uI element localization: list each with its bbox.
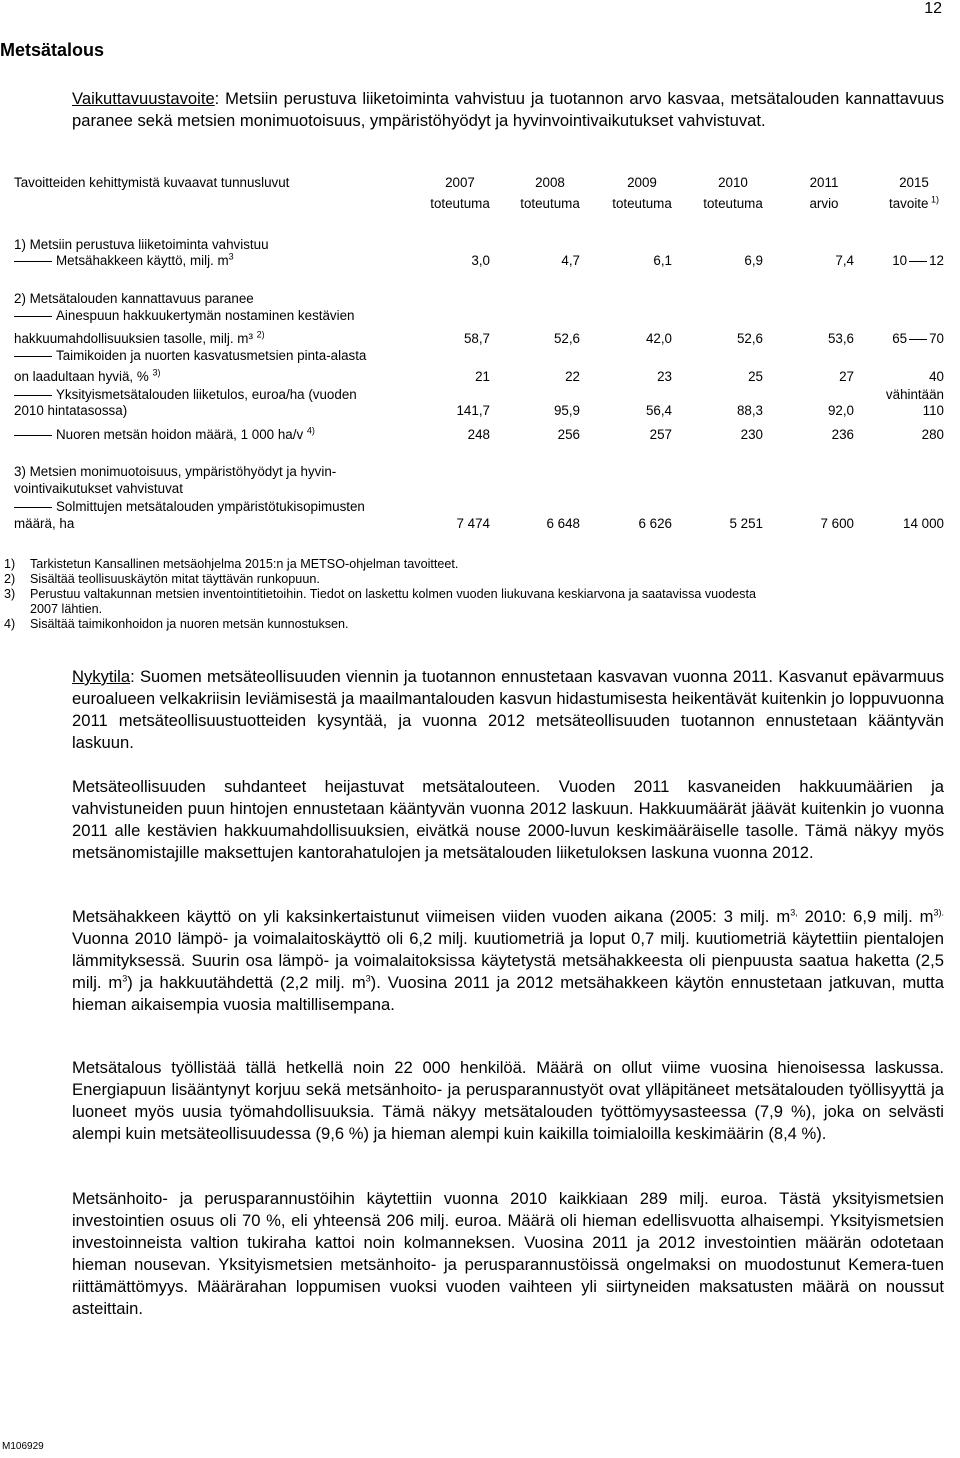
table-cell: 52,6 [553, 331, 580, 346]
table-cell: 40 [929, 369, 944, 384]
table-cell: 58,7 [463, 331, 490, 346]
column-type: tavoite $^{1)}$ [889, 194, 939, 211]
table-cell: 25 [748, 369, 763, 384]
table-cell: 7 600 [820, 516, 854, 531]
table-cell: 3,0 [471, 253, 490, 268]
current-state-paragraph: Nykytila: Suomen metsäteollisuuden viennin ja tuotannon ennustetaan kasvavan vuonna 2011. Kasvanut epävarmuus euroalueen velkakriisin leviämisestä ja maailmantalouden kasvun hidastumisesta heikentävät kuitenkin jo loppuvuonna 2011 metsäteollisuustuotteiden kysyntää, ja vuonna 2012 metsäteollisuuden tuotannon ennustetaan kääntyvän laskuun. [72, 667, 944, 752]
group3-heading-b: vointivaikutukset vahvistuvat [14, 481, 183, 496]
table-cell: 5 251 [729, 516, 763, 531]
table-cell: 256 [557, 427, 580, 442]
table-cell: 88,3 [736, 403, 763, 418]
current-state-label: Nykytila [72, 667, 131, 686]
table-cell: 21 [475, 369, 490, 384]
table-cell: 6,1 [653, 253, 672, 268]
column-type: toteutuma [612, 196, 672, 211]
column-type: toteutuma [703, 196, 763, 211]
row-env-agreements-label-b: määrä, ha [14, 516, 75, 531]
column-year: 2009 [627, 175, 657, 190]
paragraph-investments: Metsänhoito- ja perusparannustöihin käytettiin vuonna 2010 kaikkiaan 289 milj. euroa. Tästä yksityismetsien investointien osuus oli 70 %, eli yhteensä 206 milj. euroa. Määrä oli hieman edellisvuotta alhaisempi. Yksityismetsien investoinneista valtion tukiraha kattoi noin kolmanneksen. Vuosina 2011 ja 2012 investointien määrän odotetaan hieman nousevan. Yksityismetsien metsänhoito- ja perusparannustöissä ongelmaksi on muodostunut Kemera-tuen riittämättömyys. Määrärahan loppumisen vuoksi vuoden vaihteen yli siirtyneiden maksatusten määrä on noussut asteittain. [72, 1189, 944, 1318]
document-code: M106929 [2, 1441, 44, 1452]
table-header-label: Tavoitteiden kehittymistä kuvaavat tunnusluvut [14, 175, 290, 190]
row-harvest-label-a: Ainespuun hakkuukertymän nostaminen kestävien [14, 308, 355, 324]
footnote: 4) Sisältää taimikonhoidon ja nuoren metsän kunnostuksen. [4, 617, 349, 631]
row-profit-target-note: vähintään [885, 387, 944, 402]
column-year: 2007 [445, 175, 475, 190]
row-seedling-label-a: Taimikoiden ja nuorten kasvatusmetsien pinta-alasta [14, 348, 366, 364]
table-cell: 42,0 [645, 331, 672, 346]
footnote: 2) Sisältää teollisuuskäytön mitat täyttävän runkopuun. [4, 572, 320, 586]
impact-goal-text: : Metsiin perustuva liiketoiminta vahvistuu ja tuotannon arvo kasvaa, metsätalouden kannattavuus paranee sekä metsien monimuotoisuus, ympäristöhyödyt ja hyvinvointivaikutukset vahvistuvat. [72, 89, 944, 130]
indicator-table [14, 0, 954, 560]
row-profit-label-b: 2010 hintatasossa) [14, 403, 128, 418]
paragraph-forest-industry: Metsäteollisuuden suhdanteet heijastuvat metsätalouteen. Vuoden 2011 kasvaneiden hakkuumäärien ja vahvistuneiden puun hintojen ennustetaan kääntyvän vuonna 2012 laskuun. Hakkuumäärät jäävät kuitenkin jo vuonna 2011 alle kestävien hakkuumahdollisuuksien, eivätkä nouse 2000-luvun keskimääräiselle tasolle. Tämä näkyy myös metsänomistajille maksettujen kantorahatulojen ja metsätalouden liiketuloksen laskuna vuonna 2012. [72, 777, 944, 862]
table-cell: 248 [467, 427, 490, 442]
table-cell: 23 [657, 369, 672, 384]
table-cell: 230 [740, 427, 763, 442]
footnotes [4, 557, 756, 632]
paragraph-employment: Metsätalous työllistää tällä hetkellä noin 22 000 henkilöä. Määrä on ollut viime vuosina hienoisessa laskussa. Energiapuun lisääntynyt korjuu sekä metsänhoito- ja perusparannustyöt ovat ylläpitäneet metsätalouden työllisyyttä ja luoneet myös uusia työmahdollisuuksia. Tämä näkyy metsätalouden työttömyysasteessa (7,9 %), joka on selvästi alempi kuin metsäteollisuudessa (9,6 %) ja hieman alempi kuin kaikilla toimialoilla keskimäärin (8,4 %). [72, 1058, 944, 1143]
table-cell: 27 [839, 369, 854, 384]
page-number: 12 [924, 0, 942, 17]
row-env-agreements-label-a: Solmittujen metsätalouden ympäristötukisopimusten [14, 499, 365, 515]
table-cell: 6 626 [638, 516, 672, 531]
table-cell: 56,4 [645, 403, 672, 418]
table-cell: 6 648 [546, 516, 580, 531]
column-year: 2008 [535, 175, 565, 190]
impact-goal-label: Vaikuttavuustavoite [72, 89, 215, 108]
group2-heading: 2) Metsätalouden kannattavuus paranee [14, 291, 254, 306]
footnote: 3) Perustuu valtakunnan metsien inventointitietoihin. Tiedot on laskettu kolmen vuoden liukuvana keskiarvona ja saatavissa vuodesta [4, 587, 756, 601]
column-year: 2011 [809, 175, 839, 190]
column-year: 2015 [899, 175, 929, 190]
row-harvest-label-b: hakkuumahdollisuuksien tasolle, milj. m³ $^{2)}$ [14, 329, 265, 346]
table-cell: 110 [922, 403, 944, 418]
group1-heading: 1) Metsiin perustuva liiketoiminta vahvistuu [14, 237, 269, 252]
table-cell: 257 [649, 427, 672, 442]
table-cell: 280 [921, 427, 944, 442]
row-wood-chips-label: Metsähakkeen käyttö, milj. $m^3$ [14, 253, 234, 269]
section-title: Metsätalous [0, 40, 105, 60]
row-seedling-label-b: on laadultaan hyviä, % $^{3)}$ [14, 367, 161, 384]
column-type: toteutuma [430, 196, 490, 211]
table-cell: 22 [565, 369, 580, 384]
row-young-forest-label: Nuoren metsän hoidon määrä, 1 000 ha/v $^{4)}$ [14, 427, 315, 443]
column-type: toteutuma [520, 196, 580, 211]
row-profit-label-a: Yksityismetsätalouden liiketulos, euroa/ha (vuoden [14, 387, 357, 403]
table-cell: 14 000 [903, 516, 944, 531]
table-cell: 95,9 [553, 403, 580, 418]
group3-heading-a: 3) Metsien monimuotoisuus, ympäristöhyödyt ja hyvin- [14, 464, 337, 479]
table-cell: 7 474 [456, 516, 490, 531]
table-cell: 52,6 [736, 331, 763, 346]
table-cell: 7,4 [835, 253, 854, 268]
row-wood-chips-target: 10 12 [892, 253, 944, 268]
table-cell: 4,7 [561, 253, 580, 268]
paragraph-wood-chips: Metsähakkeen käyttö on yli kaksinkertaistunut viimeisen viiden vuoden aikana (2005: 3 milj. $m^{3,}$ 2010: 6,9 milj. $m^{3).}$ Vuonna 2010 lämpö- ja voimalaitoskäyttö oli 6,2 milj. kuutiometriä ja loput 0,7 milj. kuutiometriä käytettiin pientalojen lämmityksessä. Suurin osa lämpö- ja voimalaitoksissa käytetystä metsähakkeesta oli pienpuusta saatua haketta (2,5 milj. $m^3$) ja hakkuutähdettä (2,2 milj. $m^3$). Vuosina 2011 ja 2012 metsähakkeen käytön ennustetaan jatkuvan, mutta hieman aikaisempia vuosia maltillisempana. [72, 907, 944, 1014]
column-type: arvio [809, 196, 839, 211]
row-harvest-target: 65 70 [892, 331, 944, 346]
footnote-continuation: 2007 lähtien. [30, 602, 103, 616]
table-cell: 141,7 [456, 403, 490, 418]
table-cell: 53,6 [827, 331, 854, 346]
column-year: 2010 [718, 175, 748, 190]
footnote: 1) Tarkistetun Kansallinen metsäohjelma 2015:n ja METSO-ohjelman tavoitteet. [4, 557, 459, 571]
table-cell: 236 [831, 427, 854, 442]
table-cell: 92,0 [827, 403, 854, 418]
table-cell: 6,9 [744, 253, 763, 268]
